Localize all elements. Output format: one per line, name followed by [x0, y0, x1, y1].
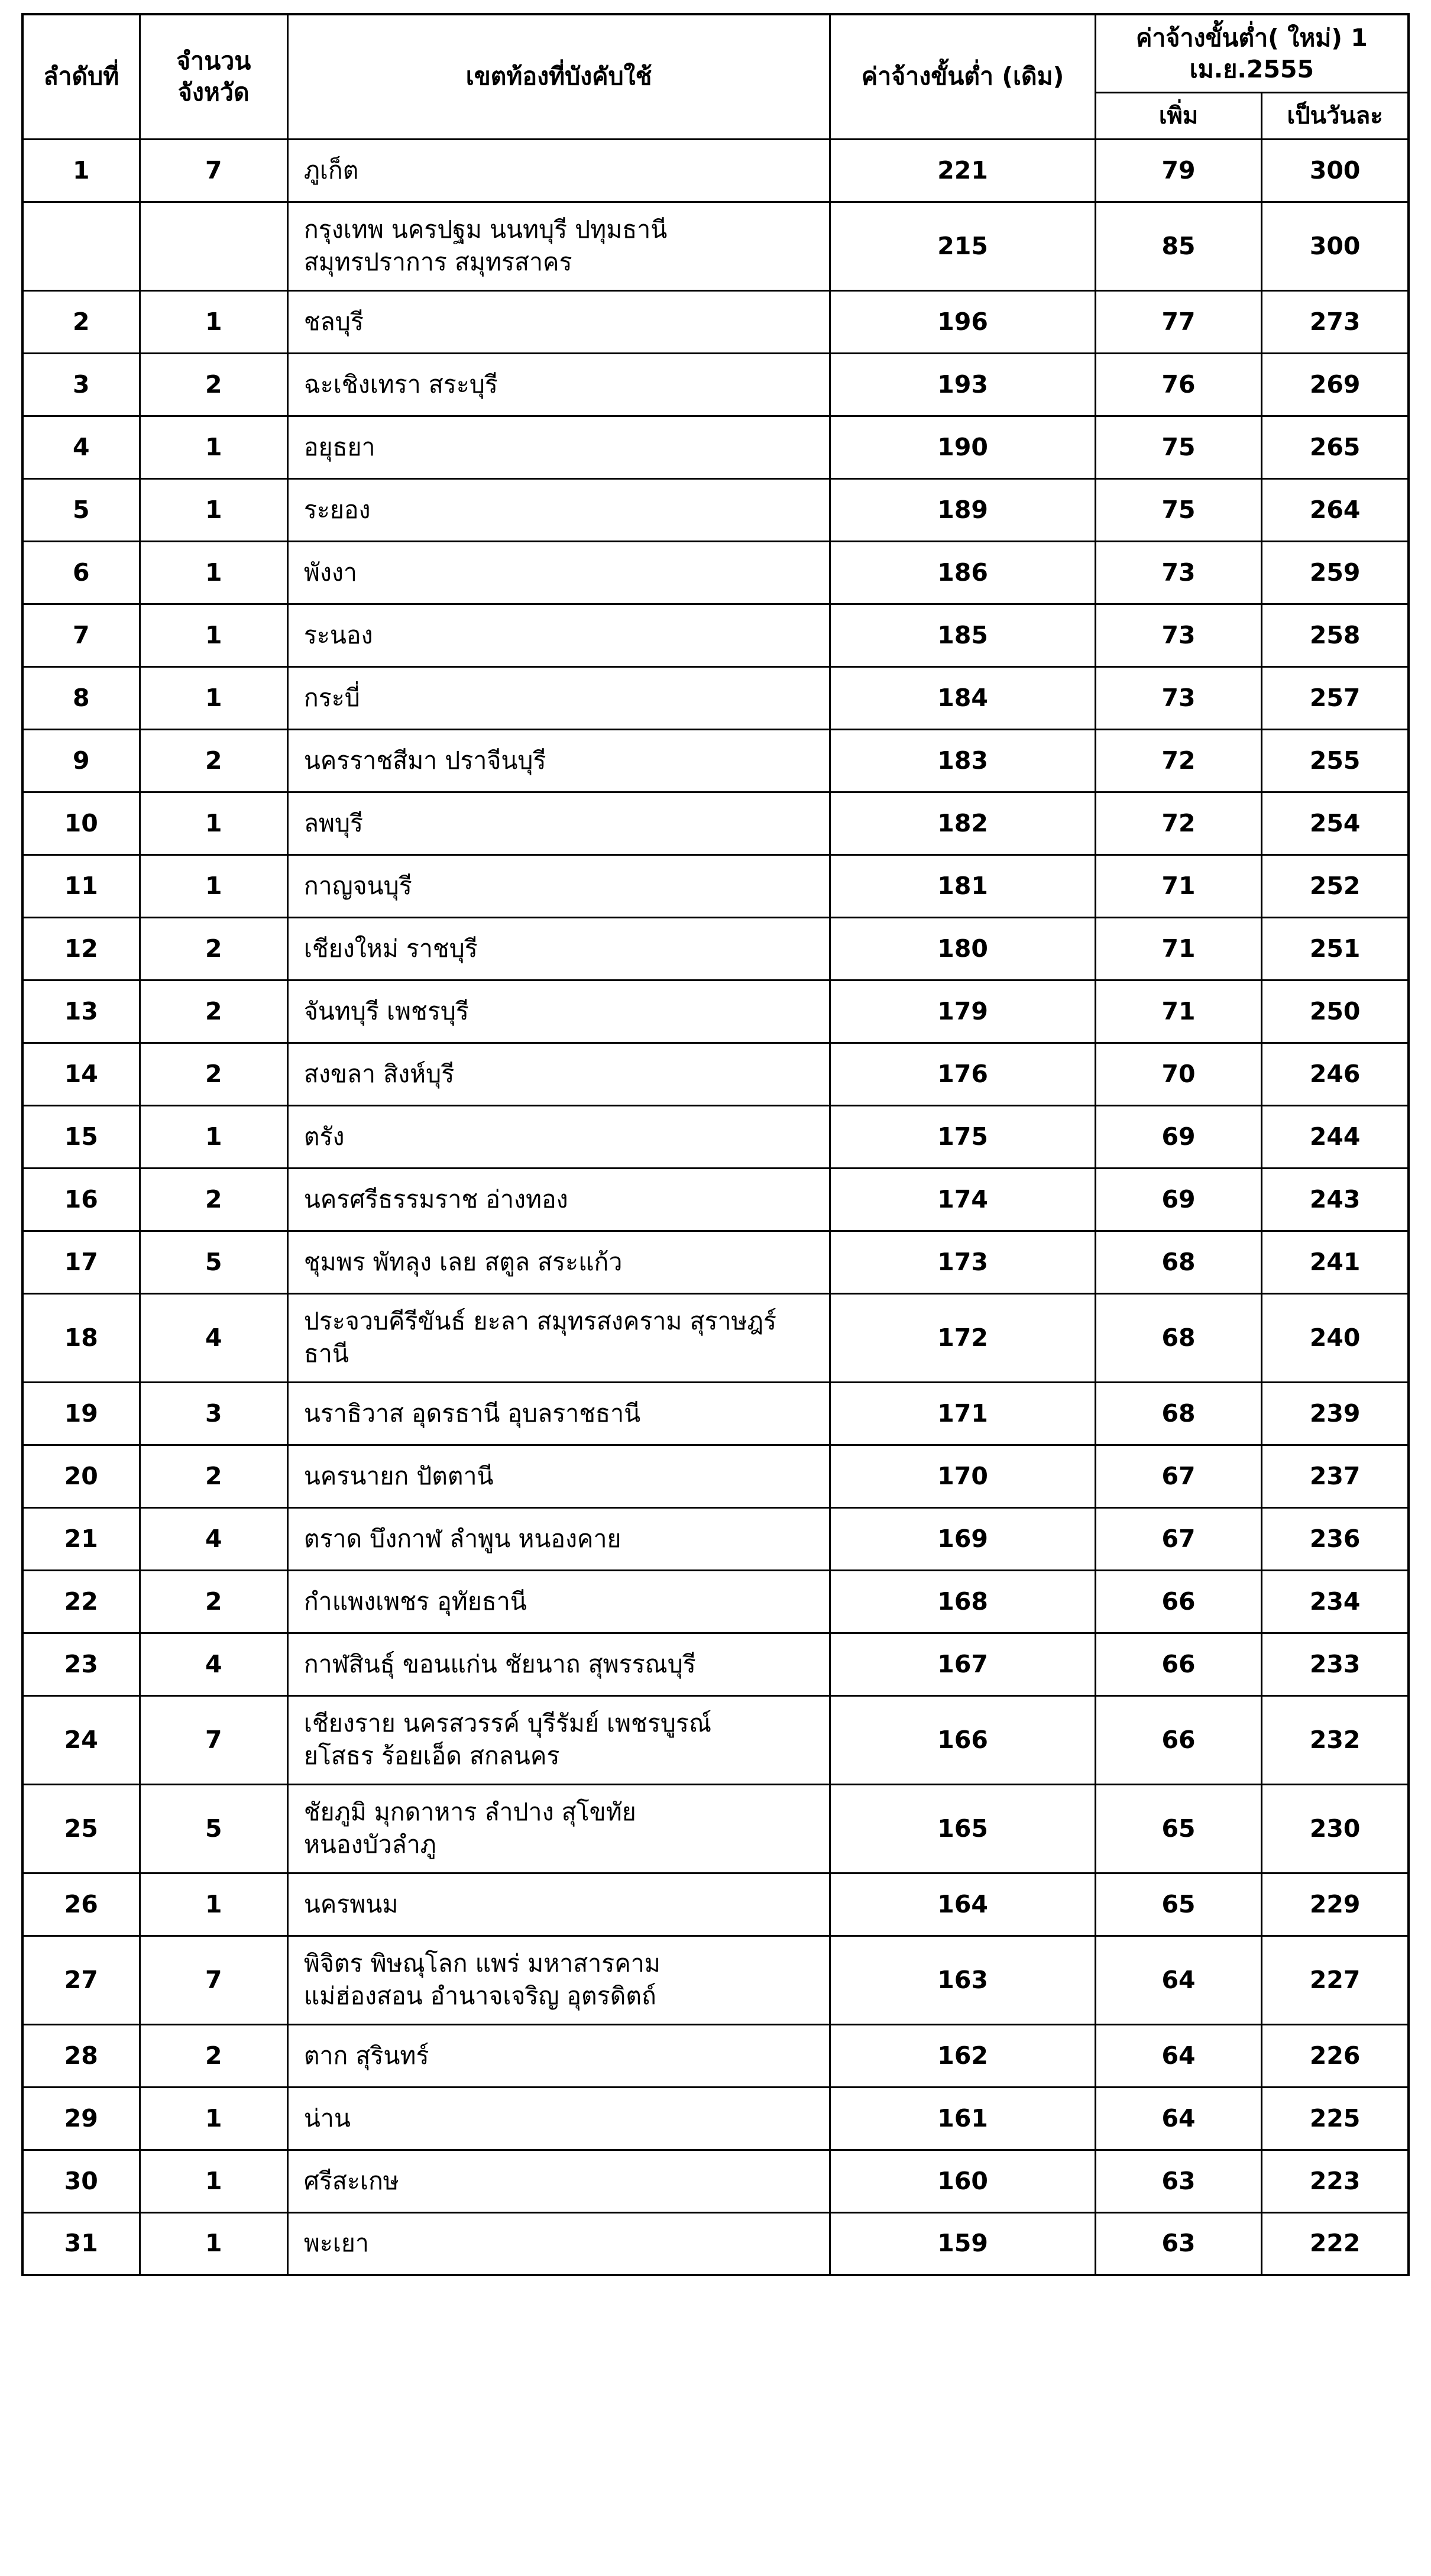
cell-increase: 76 — [1095, 353, 1262, 416]
cell-province-count: 1 — [140, 2212, 287, 2275]
cell-new-wage: 244 — [1262, 1105, 1409, 1168]
cell-old-wage: 190 — [830, 416, 1095, 478]
cell-new-wage: 246 — [1262, 1043, 1409, 1105]
cell-area — [287, 2087, 830, 2150]
cell-increase: 63 — [1095, 2212, 1262, 2275]
cell-new-wage: 300 — [1262, 202, 1409, 290]
cell-area-line: ประจวบคีรีขันธ์ ยะลา สมุทรสงคราม สุราษฎร์ — [303, 1307, 777, 1336]
cell-increase: 65 — [1095, 1873, 1262, 1936]
column-header-per-day: เป็นวันละ — [1262, 92, 1409, 139]
cell-old-wage: 167 — [830, 1633, 1095, 1695]
cell-no: 20 — [22, 1445, 140, 1507]
cell-area — [287, 980, 830, 1043]
cell-new-wage: 222 — [1262, 2212, 1409, 2275]
cell-increase: 66 — [1095, 1633, 1262, 1695]
cell-province-count — [140, 202, 287, 290]
cell-area-line: กระบี่ — [303, 683, 360, 712]
table-row — [22, 1873, 1409, 1936]
cell-new-wage: 300 — [1262, 139, 1409, 202]
cell-province-count: 1 — [140, 290, 287, 353]
column-header-new-wage-line1: ค่าจ้างขั้นต่ำ( ใหม่) 1 — [1135, 24, 1368, 52]
cell-no: 29 — [22, 2087, 140, 2150]
cell-area-line: พังงา — [303, 558, 357, 587]
cell-area-line: ชลบุรี — [303, 307, 364, 336]
cell-old-wage: 180 — [830, 917, 1095, 980]
cell-increase: 79 — [1095, 139, 1262, 202]
cell-area-line: ลพบุรี — [303, 808, 364, 837]
cell-old-wage: 176 — [830, 1043, 1095, 1105]
cell-no: 11 — [22, 855, 140, 917]
cell-province-count: 1 — [140, 2150, 287, 2212]
cell-increase: 69 — [1095, 1105, 1262, 1168]
cell-no: 27 — [22, 1936, 140, 2024]
cell-no: 26 — [22, 1873, 140, 1936]
column-header-new-wage-line2: เม.ย.2555 — [1189, 55, 1315, 84]
column-header-province-count-line2: จังหวัด — [177, 77, 250, 106]
cell-area — [287, 2150, 830, 2212]
cell-area-line: ชุมพร พัทลุง เลย สตูล สระแก้ว — [303, 1247, 623, 1276]
cell-area-line: ภูเก็ต — [303, 156, 359, 185]
table-row — [22, 290, 1409, 353]
cell-no — [22, 202, 140, 290]
cell-increase: 73 — [1095, 666, 1262, 729]
cell-increase: 85 — [1095, 202, 1262, 290]
cell-province-count: 5 — [140, 1784, 287, 1873]
cell-province-count: 3 — [140, 1382, 287, 1445]
cell-area-line: กรุงเทพ นครปฐม นนทบุรี ปทุมธานี — [303, 215, 668, 244]
cell-old-wage: 159 — [830, 2212, 1095, 2275]
cell-province-count: 7 — [140, 139, 287, 202]
cell-new-wage: 232 — [1262, 1695, 1409, 1784]
cell-area-line: ระนอง — [303, 620, 373, 649]
cell-no: 31 — [22, 2212, 140, 2275]
cell-increase: 64 — [1095, 2087, 1262, 2150]
cell-old-wage: 170 — [830, 1445, 1095, 1507]
cell-no: 13 — [22, 980, 140, 1043]
table-row — [22, 1507, 1409, 1570]
cell-increase: 71 — [1095, 980, 1262, 1043]
cell-new-wage: 251 — [1262, 917, 1409, 980]
column-header-old-wage: ค่าจ้างขั้นต่ำ (เดิม) — [830, 14, 1095, 139]
column-header-province-count — [140, 14, 287, 139]
cell-area — [287, 729, 830, 792]
cell-area-line: พิจิตร พิษณุโลก แพร่ มหาสารคาม — [303, 1949, 661, 1978]
cell-new-wage: 264 — [1262, 478, 1409, 541]
cell-province-count: 2 — [140, 1043, 287, 1105]
table-row — [22, 353, 1409, 416]
cell-increase: 77 — [1095, 290, 1262, 353]
cell-new-wage: 229 — [1262, 1873, 1409, 1936]
cell-area — [287, 1293, 830, 1382]
cell-province-count: 4 — [140, 1633, 287, 1695]
cell-new-wage: 255 — [1262, 729, 1409, 792]
cell-increase: 72 — [1095, 792, 1262, 855]
cell-new-wage: 233 — [1262, 1633, 1409, 1695]
table-row — [22, 666, 1409, 729]
cell-area-line: หนองบัวลำภู — [303, 1830, 436, 1859]
cell-area — [287, 416, 830, 478]
cell-increase: 68 — [1095, 1382, 1262, 1445]
cell-province-count: 1 — [140, 666, 287, 729]
cell-increase: 70 — [1095, 1043, 1262, 1105]
cell-area-line: นครนายก ปัตตานี — [303, 1461, 494, 1490]
cell-old-wage: 193 — [830, 353, 1095, 416]
cell-province-count: 4 — [140, 1293, 287, 1382]
cell-area-line: ยโสธร ร้อยเอ็ด สกลนคร — [303, 1742, 560, 1771]
cell-old-wage: 163 — [830, 1936, 1095, 2024]
cell-old-wage: 221 — [830, 139, 1095, 202]
table-row — [22, 1570, 1409, 1633]
cell-no: 2 — [22, 290, 140, 353]
cell-new-wage: 243 — [1262, 1168, 1409, 1231]
cell-old-wage: 173 — [830, 1231, 1095, 1293]
cell-no: 21 — [22, 1507, 140, 1570]
cell-area-line: เชียงใหม่ ราชบุรี — [303, 934, 478, 963]
cell-old-wage: 182 — [830, 792, 1095, 855]
cell-old-wage: 186 — [830, 541, 1095, 604]
cell-area-line: ระยอง — [303, 495, 371, 524]
cell-area — [287, 1043, 830, 1105]
table-header-row-1 — [22, 14, 1409, 92]
cell-old-wage: 169 — [830, 1507, 1095, 1570]
cell-area — [287, 855, 830, 917]
cell-area — [287, 541, 830, 604]
cell-area — [287, 139, 830, 202]
cell-area — [287, 2024, 830, 2087]
cell-area — [287, 1570, 830, 1633]
cell-area-line: กาญจนบุรี — [303, 871, 412, 900]
cell-area-line: ตาก สุรินทร์ — [303, 2041, 429, 2070]
cell-increase: 71 — [1095, 917, 1262, 980]
cell-new-wage: 269 — [1262, 353, 1409, 416]
cell-no: 22 — [22, 1570, 140, 1633]
cell-province-count: 2 — [140, 1570, 287, 1633]
cell-increase: 64 — [1095, 2024, 1262, 2087]
cell-old-wage: 179 — [830, 980, 1095, 1043]
cell-area — [287, 792, 830, 855]
cell-province-count: 2 — [140, 917, 287, 980]
cell-no: 6 — [22, 541, 140, 604]
cell-area — [287, 1231, 830, 1293]
cell-new-wage: 225 — [1262, 2087, 1409, 2150]
cell-no: 8 — [22, 666, 140, 729]
cell-old-wage: 165 — [830, 1784, 1095, 1873]
cell-province-count: 1 — [140, 855, 287, 917]
cell-increase: 75 — [1095, 478, 1262, 541]
cell-old-wage: 166 — [830, 1695, 1095, 1784]
cell-area-line: ตราด บึงกาฬ ลำพูน หนองคาย — [303, 1524, 621, 1553]
cell-area — [287, 1507, 830, 1570]
cell-new-wage: 227 — [1262, 1936, 1409, 2024]
cell-area — [287, 1168, 830, 1231]
cell-new-wage: 239 — [1262, 1382, 1409, 1445]
cell-old-wage: 174 — [830, 1168, 1095, 1231]
cell-new-wage: 240 — [1262, 1293, 1409, 1382]
cell-area-line: กาฬสินธุ์ ขอนแก่น ชัยนาถ สุพรรณบุรี — [303, 1649, 696, 1678]
cell-increase: 73 — [1095, 604, 1262, 666]
cell-no: 12 — [22, 917, 140, 980]
table-row — [22, 855, 1409, 917]
cell-no: 28 — [22, 2024, 140, 2087]
table-row — [22, 2087, 1409, 2150]
column-header-province-count-line1: จำนวน — [176, 46, 251, 75]
cell-new-wage: 252 — [1262, 855, 1409, 917]
table-row — [22, 1168, 1409, 1231]
table-row — [22, 729, 1409, 792]
cell-old-wage: 160 — [830, 2150, 1095, 2212]
table-row — [22, 980, 1409, 1043]
cell-area — [287, 1633, 830, 1695]
cell-area — [287, 202, 830, 290]
cell-increase: 73 — [1095, 541, 1262, 604]
cell-area-line: เชียงราย นครสวรรค์ บุรีรัมย์ เพชรบูรณ์ — [303, 1709, 711, 1738]
table-header — [22, 14, 1409, 139]
cell-area-line: นราธิวาส อุดรธานี อุบลราชธานี — [303, 1399, 641, 1428]
cell-area-line: ฉะเชิงเทรา สระบุรี — [303, 370, 498, 399]
column-header-area: เขตท้องที่บังคับใช้ — [287, 14, 830, 139]
cell-province-count: 2 — [140, 2024, 287, 2087]
cell-no: 7 — [22, 604, 140, 666]
cell-new-wage: 254 — [1262, 792, 1409, 855]
cell-area-line: นครราชสีมา ปราจีนบุรี — [303, 746, 546, 775]
cell-area — [287, 1873, 830, 1936]
cell-new-wage: 223 — [1262, 2150, 1409, 2212]
cell-area — [287, 604, 830, 666]
cell-province-count: 4 — [140, 1507, 287, 1570]
cell-province-count: 7 — [140, 1695, 287, 1784]
table-row — [22, 478, 1409, 541]
cell-old-wage: 185 — [830, 604, 1095, 666]
cell-province-count: 1 — [140, 541, 287, 604]
cell-new-wage: 237 — [1262, 1445, 1409, 1507]
cell-no: 10 — [22, 792, 140, 855]
table-row — [22, 792, 1409, 855]
cell-new-wage: 241 — [1262, 1231, 1409, 1293]
cell-increase: 71 — [1095, 855, 1262, 917]
table-row — [22, 1231, 1409, 1293]
cell-old-wage: 172 — [830, 1293, 1095, 1382]
cell-old-wage: 181 — [830, 855, 1095, 917]
cell-area — [287, 290, 830, 353]
cell-new-wage: 258 — [1262, 604, 1409, 666]
cell-increase: 67 — [1095, 1507, 1262, 1570]
cell-area-line: จันทบุรี เพชรบุรี — [303, 996, 469, 1025]
cell-old-wage: 168 — [830, 1570, 1095, 1633]
cell-new-wage: 259 — [1262, 541, 1409, 604]
table-row — [22, 1382, 1409, 1445]
cell-area — [287, 1695, 830, 1784]
cell-area-line: นครพนม — [303, 1889, 399, 1918]
table-row — [22, 416, 1409, 478]
cell-old-wage: 183 — [830, 729, 1095, 792]
cell-province-count: 1 — [140, 1105, 287, 1168]
cell-province-count: 2 — [140, 729, 287, 792]
cell-increase: 65 — [1095, 1784, 1262, 1873]
cell-area-line: แม่ฮ่องสอน อำนาจเจริญ อุตรดิตถ์ — [303, 1982, 656, 2011]
table-row — [22, 1105, 1409, 1168]
cell-area-line: อยุธยา — [303, 432, 375, 461]
cell-no: 25 — [22, 1784, 140, 1873]
table-row — [22, 1695, 1409, 1784]
cell-old-wage: 189 — [830, 478, 1095, 541]
table-row — [22, 1043, 1409, 1105]
cell-area — [287, 917, 830, 980]
cell-area-line: สงขลา สิงห์บุรี — [303, 1059, 455, 1088]
cell-old-wage: 215 — [830, 202, 1095, 290]
table-row — [22, 1784, 1409, 1873]
cell-no: 3 — [22, 353, 140, 416]
cell-no: 17 — [22, 1231, 140, 1293]
cell-old-wage: 164 — [830, 1873, 1095, 1936]
cell-new-wage: 250 — [1262, 980, 1409, 1043]
cell-no: 9 — [22, 729, 140, 792]
cell-old-wage: 196 — [830, 290, 1095, 353]
table-row — [22, 1936, 1409, 2024]
cell-area — [287, 2212, 830, 2275]
cell-area-line: กำแพงเพชร อุทัยธานี — [303, 1587, 527, 1616]
cell-area — [287, 1784, 830, 1873]
cell-area-line: ชัยภูมิ มุกดาหาร ลำปาง สุโขทัย — [303, 1798, 636, 1827]
cell-new-wage: 226 — [1262, 2024, 1409, 2087]
cell-old-wage: 161 — [830, 2087, 1095, 2150]
cell-increase: 66 — [1095, 1695, 1262, 1784]
table-row — [22, 2212, 1409, 2275]
cell-province-count: 7 — [140, 1936, 287, 2024]
table-row — [22, 2150, 1409, 2212]
cell-area-line: สมุทรปราการ สมุทรสาคร — [303, 248, 572, 277]
cell-new-wage: 273 — [1262, 290, 1409, 353]
cell-area — [287, 1382, 830, 1445]
cell-new-wage: 236 — [1262, 1507, 1409, 1570]
cell-old-wage: 184 — [830, 666, 1095, 729]
table-body — [22, 139, 1409, 2275]
cell-increase: 64 — [1095, 1936, 1262, 2024]
cell-area-line: นครศรีธรรมราช อ่างทอง — [303, 1185, 568, 1213]
table-row — [22, 1445, 1409, 1507]
cell-province-count: 2 — [140, 1168, 287, 1231]
column-header-no: ลำดับที่ — [22, 14, 140, 139]
cell-new-wage: 230 — [1262, 1784, 1409, 1873]
cell-area — [287, 666, 830, 729]
cell-area-line: พะเยา — [303, 2229, 369, 2258]
cell-no: 18 — [22, 1293, 140, 1382]
cell-province-count: 1 — [140, 2087, 287, 2150]
cell-area — [287, 1445, 830, 1507]
cell-area-line: ธานี — [303, 1339, 349, 1368]
minimum-wage-table — [21, 13, 1410, 2276]
cell-increase: 72 — [1095, 729, 1262, 792]
cell-increase: 68 — [1095, 1293, 1262, 1382]
cell-area — [287, 353, 830, 416]
cell-new-wage: 265 — [1262, 416, 1409, 478]
cell-province-count: 1 — [140, 604, 287, 666]
table-row — [22, 2024, 1409, 2087]
table-row — [22, 202, 1409, 290]
cell-province-count: 5 — [140, 1231, 287, 1293]
cell-increase: 68 — [1095, 1231, 1262, 1293]
cell-province-count: 2 — [140, 980, 287, 1043]
column-header-new-wage-group — [1095, 14, 1409, 92]
cell-increase: 66 — [1095, 1570, 1262, 1633]
table-row — [22, 139, 1409, 202]
table-row — [22, 1293, 1409, 1382]
table-row — [22, 1633, 1409, 1695]
cell-province-count: 2 — [140, 1445, 287, 1507]
table-row — [22, 541, 1409, 604]
cell-province-count: 1 — [140, 478, 287, 541]
cell-no: 30 — [22, 2150, 140, 2212]
cell-area-line: ศรีสะเกษ — [303, 2166, 399, 2195]
cell-no: 14 — [22, 1043, 140, 1105]
cell-new-wage: 234 — [1262, 1570, 1409, 1633]
cell-no: 4 — [22, 416, 140, 478]
cell-area-line: ตรัง — [303, 1122, 345, 1151]
cell-province-count: 1 — [140, 1873, 287, 1936]
cell-no: 16 — [22, 1168, 140, 1231]
cell-no: 24 — [22, 1695, 140, 1784]
cell-area — [287, 1936, 830, 2024]
cell-old-wage: 171 — [830, 1382, 1095, 1445]
cell-no: 1 — [22, 139, 140, 202]
cell-province-count: 2 — [140, 353, 287, 416]
column-header-increase: เพิ่ม — [1095, 92, 1262, 139]
cell-no: 15 — [22, 1105, 140, 1168]
cell-province-count: 1 — [140, 792, 287, 855]
cell-area — [287, 1105, 830, 1168]
cell-area — [287, 478, 830, 541]
table-row — [22, 604, 1409, 666]
cell-increase: 67 — [1095, 1445, 1262, 1507]
cell-old-wage: 162 — [830, 2024, 1095, 2087]
table-row — [22, 917, 1409, 980]
cell-no: 5 — [22, 478, 140, 541]
cell-increase: 63 — [1095, 2150, 1262, 2212]
cell-increase: 75 — [1095, 416, 1262, 478]
cell-new-wage: 257 — [1262, 666, 1409, 729]
cell-province-count: 1 — [140, 416, 287, 478]
cell-area-line: น่าน — [303, 2103, 351, 2132]
cell-old-wage: 175 — [830, 1105, 1095, 1168]
cell-no: 19 — [22, 1382, 140, 1445]
cell-no: 23 — [22, 1633, 140, 1695]
cell-increase: 69 — [1095, 1168, 1262, 1231]
